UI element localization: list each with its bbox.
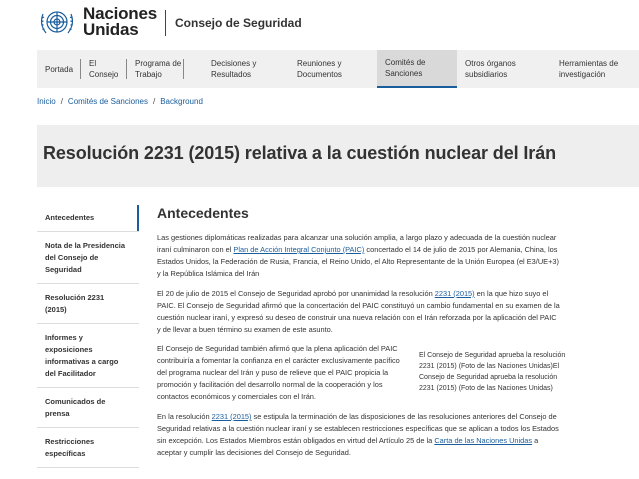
paragraph-1 [157,232,562,280]
nav-separator [183,59,184,79]
nav-item-label: Decisiones y [211,59,257,68]
sidebar-divider [37,323,139,324]
sidebar-item-informes[interactable] [37,332,139,380]
breadcrumb-link-inicio[interactable]: Inicio [37,97,56,106]
sidebar-item-label: del Consejo de [45,253,99,262]
breadcrumb-link-comites[interactable]: Comités de Sanciones [67,97,148,106]
link-resolucion-2231[interactable]: 2231 (2015) [434,289,475,298]
nav-item-label: Herramientas de [559,59,619,68]
breadcrumb-link-background[interactable]: Background [160,97,203,106]
sidebar-item-restricciones[interactable] [37,436,139,460]
nav-item-comites[interactable] [377,50,457,88]
nav-item-label: Comités de [385,58,426,67]
sidebar-item-label: del Facilitador [45,369,96,378]
sidebar-item-label: informativas a cargo [45,357,119,366]
sidebar-divider [37,231,139,232]
nav-item-label: Programa de [135,59,182,68]
sidebar-item-label: Antecedentes [45,213,95,222]
nav-item-label: Resultados [211,70,252,79]
sidebar-item-label: específicas [45,449,86,458]
nav-item-consejo[interactable] [81,50,126,88]
sidebar-item-label: Seguridad [45,265,82,274]
text-span: concertado el 14 de julio de 2015 por Alemania, China, los Estados Unidos, la Federación de Rusia, Francia, el Reino Unido, el Alto Representante de la Unión Europea (el E3/UE+3) y la República Islámica del Irán [157,245,559,278]
photo-caption: El Consejo de Seguridad aprueba la resolución 2231 (2015) (Foto de las Naciones Unidas)El Consejo de Seguridad aprueba la resolución 2231 (2015) (Foto de las Naciones Unidas) [419,352,566,392]
un-emblem-icon[interactable] [38,6,76,40]
council-name[interactable]: Consejo de Seguridad [175,16,302,30]
paragraph-2 [157,288,562,336]
nav-item-reuniones[interactable] [289,50,377,88]
sidebar-item-label: (2015) [45,305,67,314]
nav-item-label: Sanciones [385,69,423,78]
nav-item-label: investigación [559,70,606,79]
main-nav [37,50,639,88]
nav-item-herramientas[interactable] [551,50,639,88]
nav-item-label: Otros órganos [465,59,516,68]
org-name-line2: Unidas [83,20,139,39]
paragraph-4 [157,411,562,459]
text-span: se estipula la terminación de las disposiciones de las resoluciones anteriores del Consejo de Seguridad relativas a la cuestión nuclear iraní y se establecen restricciones específicas que se aplican a todos los Estados sin excepción. Los Estados Miembros están obligados en virtud del Artículo 25 de la [157,412,559,445]
nav-item-otros-organos[interactable] [457,50,551,88]
text-span: en la que hizo suyo el PAIC. El Consejo de Seguridad afirmó que la concertación del PAIC constituyó un cambio fundamental en su examen de la cuestión nuclear iraní, y expresó su deseo de construir una nueva relación con el Irán reforzada por la aplicación del PAIC y de llevar a buen término su examen de este asunto. [157,289,560,334]
page-title: Resolución 2231 (2015) relativa a la cuestión nuclear del Irán [43,143,557,163]
paragraph-3: El Consejo de Seguridad también afirmó que la plena aplicación del PAIC contribuiría a fomentar la confianza en el carácter exclusivamente pacífico del programa nuclear del Irán y puso de relieve que el PAIC propicia la promoción y facilitación del desarrollo normal de la cooperación y los contactos económicos y comerciales con el Irán. [157,344,400,401]
title-band [37,125,639,187]
breadcrumb-separator: / [152,97,156,106]
link-paic[interactable]: Plan de Acción Integral Conjunto (PAIC) [233,245,365,254]
sidebar-divider [37,283,139,284]
text-span: a aceptar y cumplir las decisiones del Consejo de Seguridad. [157,436,539,457]
sidebar-item-label: exposiciones [45,345,93,354]
sidebar-item-comunicados[interactable] [37,396,139,420]
site-header [0,0,639,46]
nav-item-label: Portada [45,64,74,74]
breadcrumb [37,97,203,106]
nav-item-label: Trabajo [135,70,162,79]
header-divider [165,10,166,36]
nav-item-label: subsidiarios [465,70,508,79]
sidebar-item-label: Informes y [45,333,83,342]
text-span: El 20 de julio de 2015 el Consejo de Seguridad aprobó por unanimidad la resolución [157,289,435,298]
sidebar-item-label: Nota de la Presidencia [45,241,126,250]
breadcrumb-separator: / [60,97,63,106]
nav-item-portada[interactable] [37,50,80,88]
nav-item-programa[interactable] [127,50,203,88]
nav-item-decisiones[interactable] [203,50,289,88]
nav-item-label: El [89,59,97,68]
sidebar-item-antecedentes[interactable] [37,205,139,231]
sidebar-item-resolucion[interactable] [37,292,139,316]
nav-item-label: Documentos [297,70,342,79]
sidebar-item-label: Restricciones [45,437,95,446]
section-title: Antecedentes [157,205,249,221]
sidebar-item-label: Comunicados de [45,397,106,406]
text-span: Las gestiones diplomáticas realizadas para alcanzar una solución amplia, a largo plazo y adecuada de la cuestión nuclear iraní culminaron con el [157,233,557,254]
link-carta-naciones-unidas[interactable]: Carta de las Naciones Unidas [434,436,533,445]
sidebar-divider [37,387,139,388]
sidebar-item-label: prensa [45,409,70,418]
sidebar-divider [37,427,139,428]
text-span: En la resolución [157,412,212,421]
sidebar-divider [37,467,139,468]
nav-item-label: Consejo [89,70,119,79]
link-resolucion-2231-b[interactable]: 2231 (2015) [211,412,252,421]
sidebar-item-nota-presidencia[interactable] [37,240,139,276]
org-name-line1: Naciones [83,4,157,23]
sidebar-item-label: Resolución 2231 [45,293,105,302]
nav-item-label: Reuniones y [297,59,342,68]
org-name[interactable] [83,6,157,38]
